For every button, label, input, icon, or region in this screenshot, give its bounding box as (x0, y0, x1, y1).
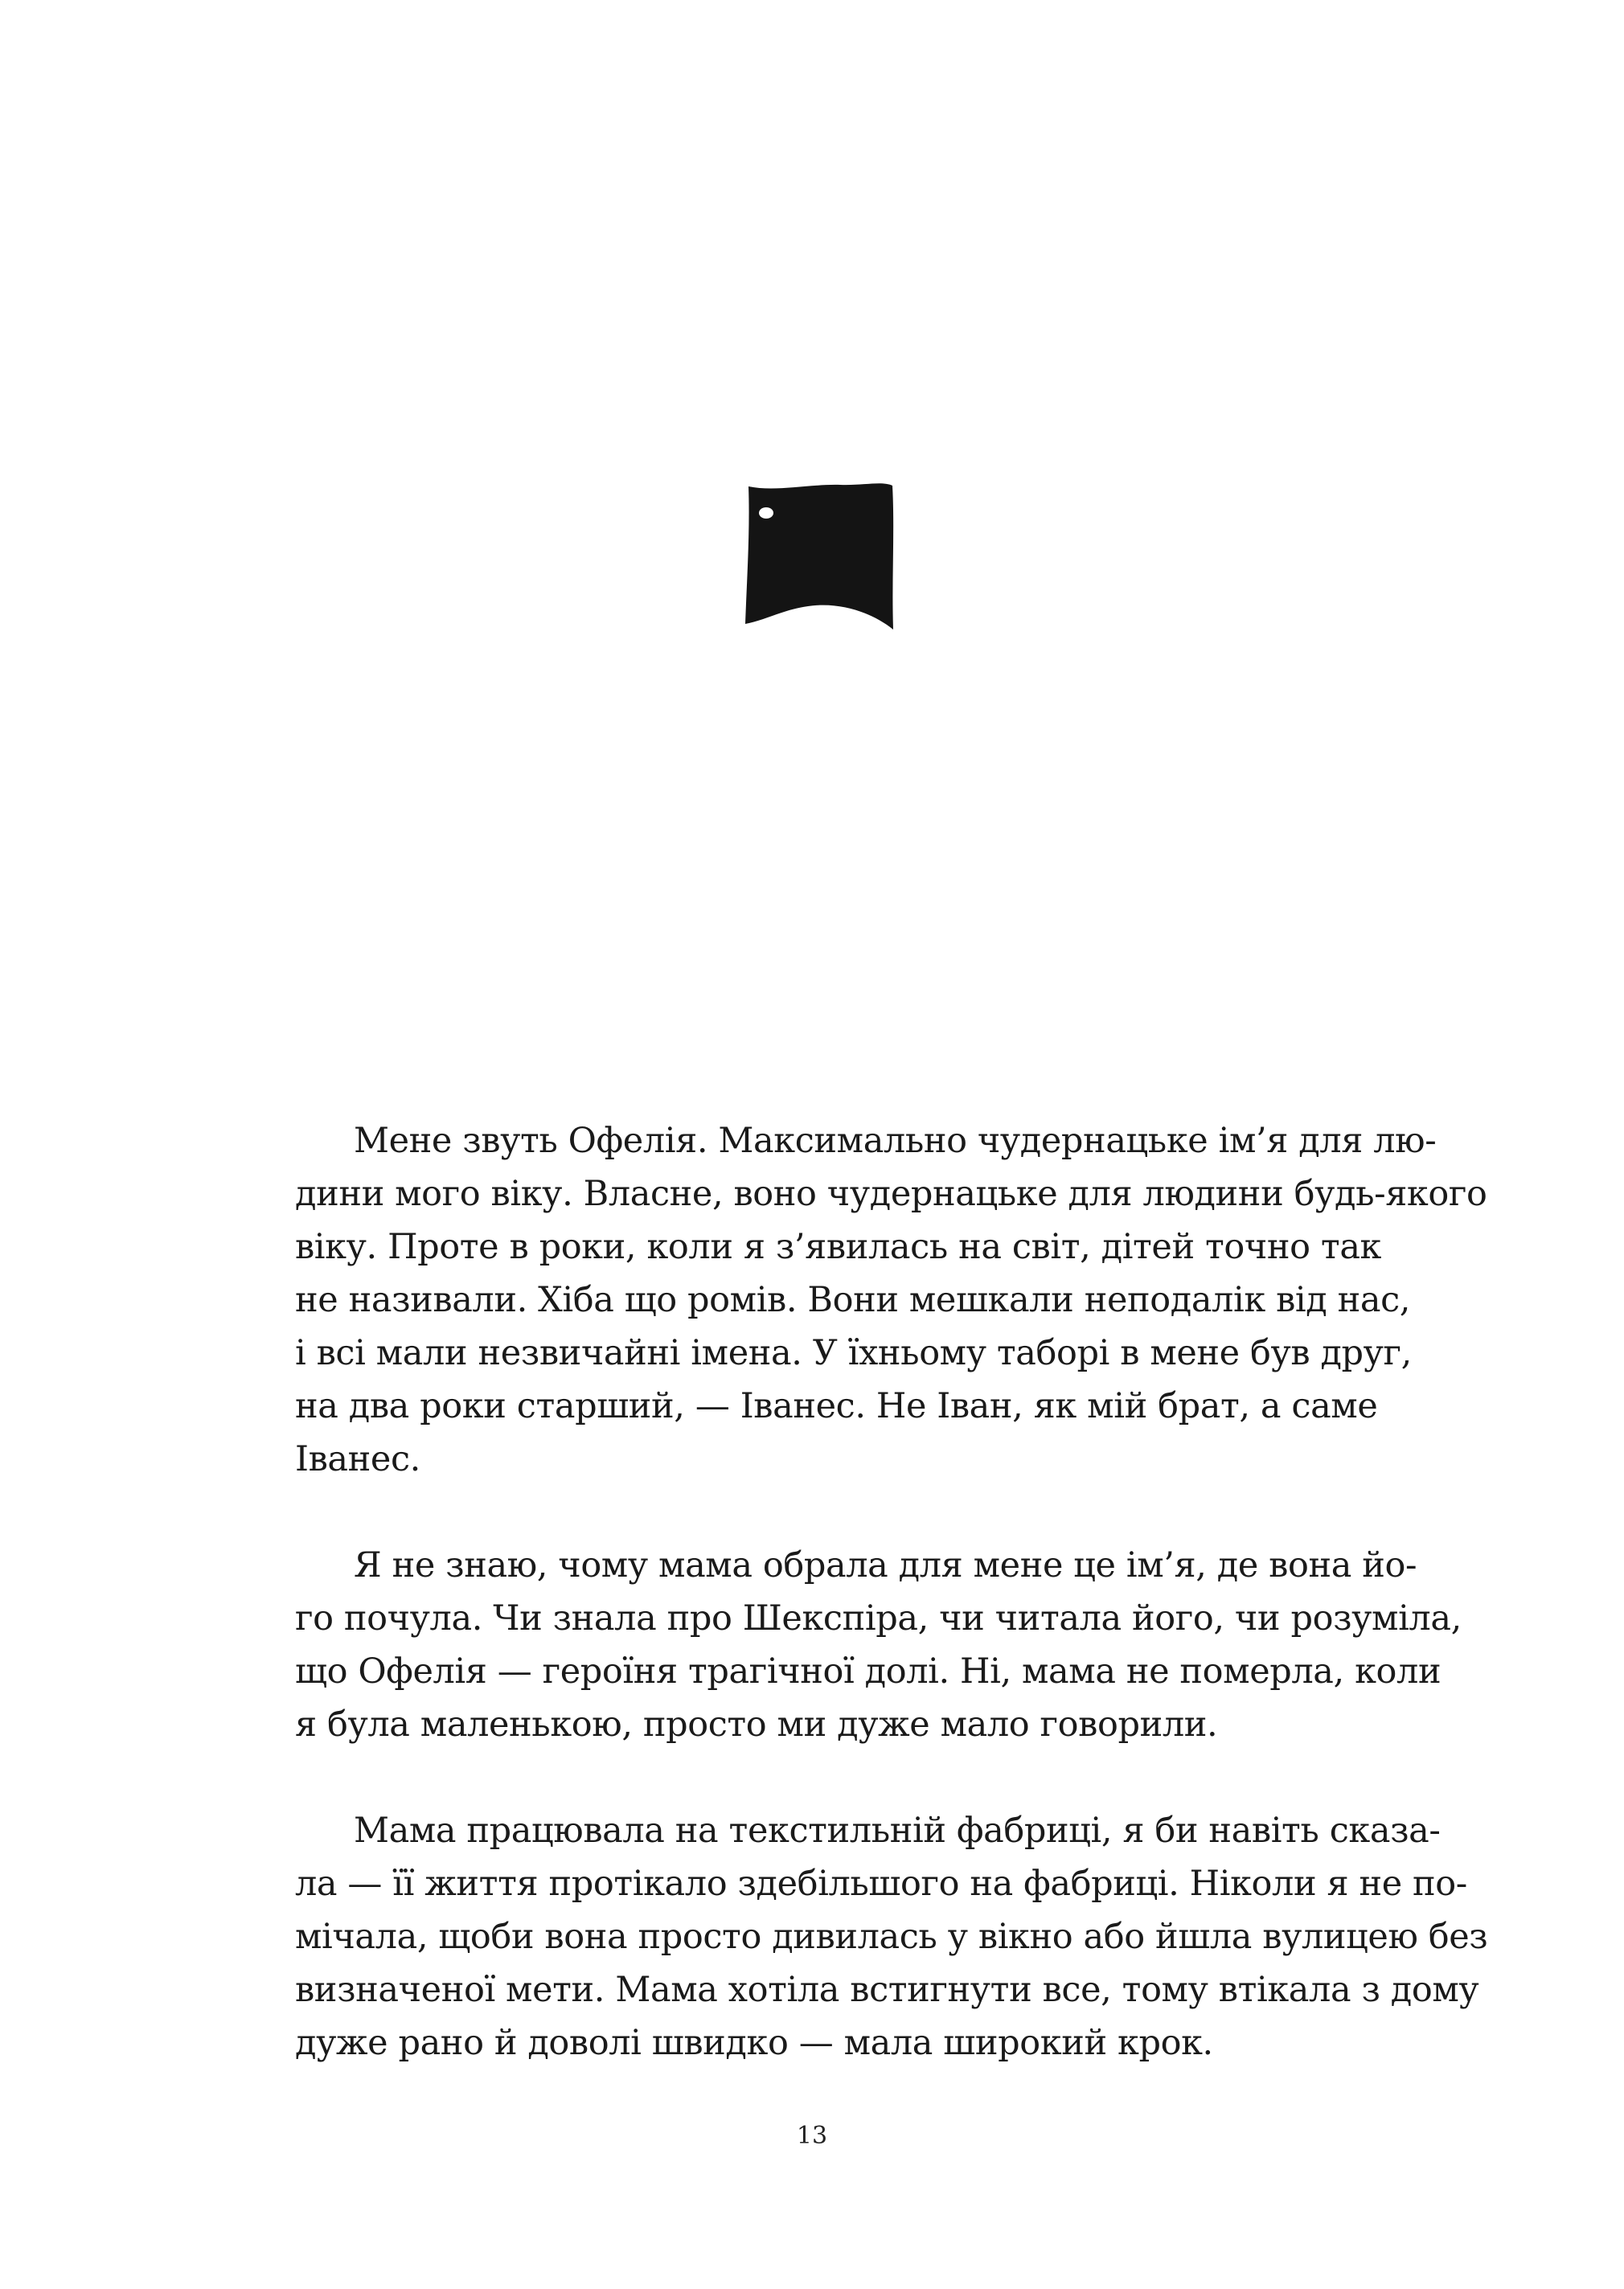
text-line: Іванес. (295, 1439, 420, 1479)
text-line: го почула. Чи знала про Шекспіра, чи читала його, чи розуміла, (295, 1598, 1462, 1639)
text-line: визначеної мети. Мама хотіла встигнути все, тому втікала з дому (295, 1970, 1479, 2010)
paragraph-2 (295, 1539, 1462, 1751)
chapter-ornament (744, 482, 896, 631)
text-line: дуже рано й доволі швидко — мала широкий крок. (295, 2023, 1213, 2063)
paragraph-1 (295, 1114, 1487, 1486)
text-line: віку. Проте в роки, коли я з’явилась на світ, дітей точно так (295, 1227, 1382, 1267)
text-line: я була маленькою, просто ми дуже мало говорили. (295, 1704, 1218, 1745)
page-number: 13 (796, 2122, 828, 2150)
text-line: мічала, щоби вона просто дивилась у вікно або йшла вулицею без (295, 1917, 1488, 1957)
text-line: і всі мали незвичайні імена. У їхньому таборі в мене був друг, (295, 1333, 1412, 1373)
text-line: не називали. Хіба що ромів. Вони мешкали неподалік від нас, (295, 1280, 1411, 1320)
text-line: що Офелія — героїня трагічної долі. Ні, мама не померла, коли (295, 1651, 1442, 1692)
text-line: Мама працювала на текстильній фабриці, я би навіть сказа- (354, 1811, 1441, 1851)
text-line: на два роки старший, — Іванес. Не Іван, як мій брат, а саме (295, 1386, 1378, 1426)
text-line: Я не знаю, чому мама обрала для мене це ім’я, де вона йо- (354, 1545, 1417, 1585)
text-line: Мене звуть Офелія. Максимально чудернацьке ім’я для лю- (354, 1121, 1437, 1161)
body-text (295, 1114, 1488, 2123)
flag-icon (744, 482, 896, 631)
text-line: ла — її життя протікало здебільшого на фабриці. Ніколи я не по- (295, 1864, 1467, 1904)
text-line: дини мого віку. Власне, воно чудернацьке для людини будь-якого (295, 1174, 1487, 1214)
paragraph-3 (295, 1804, 1488, 2070)
